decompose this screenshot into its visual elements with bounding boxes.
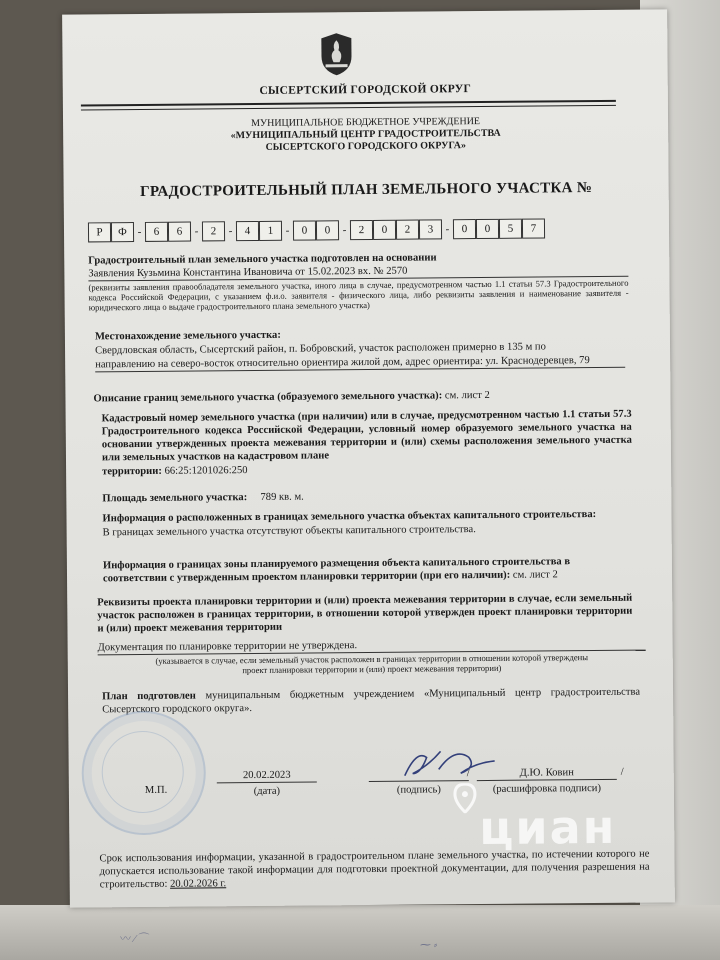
number-cell: 2	[396, 220, 419, 240]
number-separator: -	[342, 224, 347, 237]
number-cell: Ф	[111, 222, 134, 242]
number-cell: 0	[476, 219, 499, 239]
location-line: направлению на северо-восток относительно ориентира жилой дом, адрес ориентира: ул. Краснодеревцев, 79	[95, 355, 590, 371]
document-page	[62, 9, 675, 907]
number-cell: 0	[373, 220, 396, 240]
mp-label: М.П.	[144, 784, 168, 796]
underlying-sheet-bottom	[0, 905, 720, 960]
basis-heading: Градостроительный план земельного участка подготовлен на основании	[88, 252, 437, 267]
number-cell: 0	[293, 220, 316, 240]
number-cell: 0	[453, 219, 476, 239]
basis-note: (реквизиты заявления правообладателя земельного участка, иного лица в случае, предусмотренном частью 1.1 статьи 57.3 Градостроительного кодекса Российской Федерации, с указанием ф.и.о. заявителя - физического лица, либо реквизиты заявления и наименование заявителя - юридического лица о выдаче градостроительного плана земельного участка)	[88, 277, 629, 313]
location-line: Свердловская область, Сысертский район, п. Бобровский, участок расположен примерно в 135 м по	[95, 341, 546, 357]
project-details-note: проект планировки территории и (или) проект межевания территории)	[242, 662, 502, 676]
number-separator: -	[137, 225, 142, 239]
number-separator: -	[228, 225, 233, 238]
prepared-by-value: муниципальным бюджетным учреждением «Муниципальный центр градостроительства Сысертского городского округа».	[102, 686, 641, 716]
project-details-note: (указывается в случае, если земельный участок расположен в границах территории в отношении которой утверждены	[155, 652, 589, 666]
org-line: СЫСЕРТСКОГО ГОРОДСКОГО ОКРУГА»	[265, 140, 467, 153]
validity-date: 20.02.2026 г.	[170, 878, 227, 890]
prepared-by-label: План подготовлен	[102, 690, 196, 703]
boundaries-value: см. лист 2	[444, 389, 490, 402]
project-details-heading: Реквизиты проекта планировки территории и (или) проекта межевания территории в случае, если земельный участок расположен в границах территории, в отношении которой утвержден проект планировки территории и (или) проект межевания территории	[97, 592, 633, 635]
slash-mark: /	[466, 768, 470, 780]
header-rule	[81, 100, 616, 111]
org-line: «МУНИЦИПАЛЬНЫЙ ЦЕНТР ГРАДОСТРОИТЕЛЬСТВА	[230, 127, 501, 142]
project-details-value: Документация по планировке территории не утверждена.	[97, 640, 358, 654]
document-title: ГРАДОСТРОИТЕЛЬНЫЙ ПЛАН ЗЕМЕЛЬНОГО УЧАСТКА №	[140, 180, 593, 200]
cadastral-row	[102, 463, 402, 479]
validity-body: Срок использования информации, указанной в градостроительном плане земельного участка, по истечении которого не допускается использование такой информации для подготовки проектной документации, для получения разрешения на строительство:	[99, 848, 650, 891]
capital-objects-value: В границах земельного участка отсутствуют объекты капитального строительства.	[102, 524, 476, 539]
coat-of-arms-icon	[319, 32, 353, 76]
number-separator: -	[194, 225, 199, 238]
number-separator: -	[285, 224, 290, 237]
number-cell: 1	[259, 221, 282, 241]
number-cell: 2	[202, 221, 225, 241]
location-heading: Местонахождение земельного участка:	[94, 329, 281, 343]
cadastral-label: территории:	[102, 465, 162, 478]
cadastral-value: 66:25:1201026:250	[164, 465, 248, 477]
watermark-text: циан	[478, 799, 617, 856]
number-cell: 5	[499, 219, 522, 239]
name-caption: (расшифровка подписи)	[492, 782, 602, 795]
scribble-mark: 〰 ⁄ ⌒	[120, 933, 150, 945]
area-heading: Площадь земельного участка:	[102, 492, 248, 505]
slash-mark: /	[620, 766, 624, 778]
date-caption: (дата)	[253, 785, 281, 798]
plan-number	[88, 217, 545, 243]
number-cell: 0	[316, 220, 339, 240]
name-value: Д.Ю. Ковин	[519, 767, 574, 779]
planned-zone-row	[103, 555, 623, 586]
okrug-title: СЫСЕРТСКИЙ ГОРОДСКОЙ ОКРУГ	[259, 83, 472, 97]
number-cell: 6	[145, 222, 168, 242]
planned-zone-value: см. лист 2	[512, 569, 558, 581]
boundaries-heading: Описание границ земельного участка (образуемого земельного участка):	[93, 390, 443, 405]
org-line: МУНИЦИПАЛЬНОЕ БЮДЖЕТНОЕ УЧРЕЖДЕНИЕ	[251, 116, 481, 130]
signature-caption: (подпись)	[396, 784, 441, 796]
validity-text	[99, 848, 649, 892]
boundaries-row	[93, 388, 653, 406]
planned-zone-heading: Информация о границах зоны планируемого размещения объекта капитального строительства в соответствии с утвержденным проектом планировки территории (при его наличии):	[102, 556, 571, 585]
number-cell: 2	[350, 220, 373, 240]
seal-stamp	[81, 710, 206, 835]
basis-value: Заявления Кузьмина Константина Ивановича от 15.02.2023 вх. № 2570	[88, 265, 408, 280]
cadastral-heading: Кадастровый номер земельного участка (при наличии) или в случае, предусмотренном частью 1.1 статьи 57.3 Градостроительного кодекса Российской Федерации, условный номер образуемого земельного участка на основании утвержденных проекта межевания территории и (или) схемы расположения земельного участка или земельных участков на кадастровом плане	[101, 408, 632, 464]
number-cell: 4	[236, 221, 259, 241]
prepared-by	[102, 686, 640, 717]
date-value: 20.02.2023	[242, 769, 291, 782]
location-pin-icon	[453, 783, 477, 813]
capital-objects-heading: Информация о расположенных в границах земельного участка объектах капитального строительства:	[102, 509, 597, 525]
number-separator: -	[445, 223, 450, 236]
scribble-mark: ⁓ ⸗	[420, 939, 438, 951]
number-cell: 3	[419, 219, 442, 239]
number-cell: 6	[168, 222, 191, 242]
area-row	[102, 489, 502, 505]
underline	[217, 781, 317, 783]
area-value: 789 кв. м.	[260, 491, 304, 503]
number-cell: Р	[88, 222, 111, 242]
underline	[477, 779, 617, 781]
number-cell: 7	[522, 218, 545, 238]
